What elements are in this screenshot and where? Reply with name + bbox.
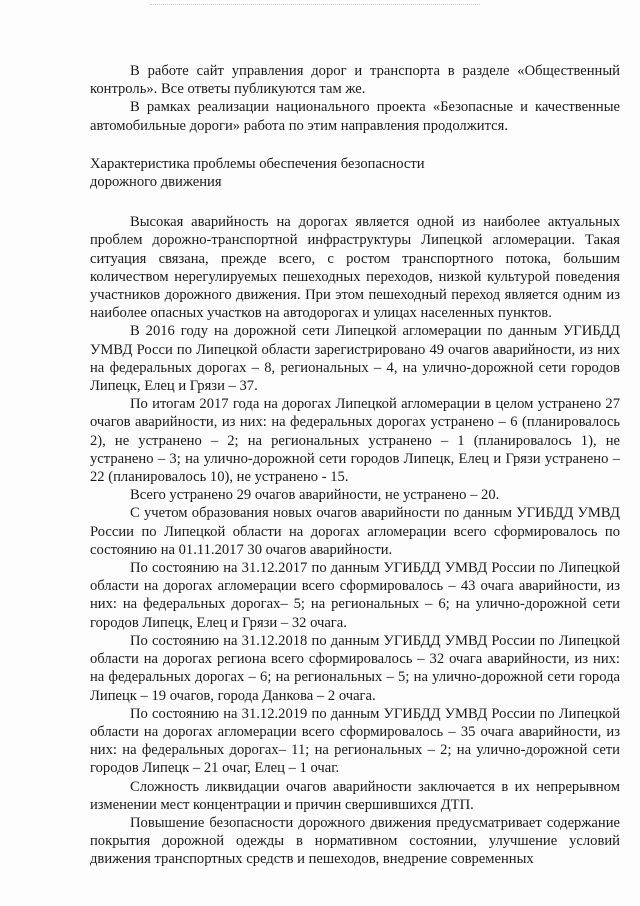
paragraph-total-eliminated: Всего устранено 29 очагов аварийности, не устранено – 20. [130, 487, 500, 504]
paragraph-national-project: В рамках реализации национального проекта «Безопасные и качественные автомобильные дороги» работа по этим направления продолжится. [90, 99, 620, 134]
section-heading-line1: Характеристика проблемы обеспечения безопасности [90, 155, 425, 172]
paragraph-safety-improvement: Повышение безопасности дорожного движения предусматривает содержание покрытия дорожной одежды в нормативном состоянии, улучшение условий движения транспортных средств и пешеходов, внедрение современных [90, 814, 620, 868]
paragraph-public-control: В работе сайт управления дорог и транспорта в разделе «Общественный контроль». Все ответы публикуются там же. [90, 63, 620, 98]
paragraph-status-2018: По состоянию на 31.12.2018 по данным УГИБДД УМВД России по Липецкой области на дорогах региона всего сформировалось – 32 очага аварийности, из них: на федеральных дорогах – 6; на региональных – 5; на улично-дорожной сети города Липецк – 19 очагов, города Данкова – 2 очага. [90, 632, 620, 704]
section-heading [90, 155, 620, 191]
scan-artifact [150, 4, 480, 11]
paragraph-2017-results: По итогам 2017 года на дорогах Липецкой агломерации в целом устранено 27 очагов аварийности, из них: на федеральных дорогах устранено – 6 (планировалось 2), не устранено – 2; на региональных устранено – 1 (планировалось 1), не устранено – 3; на улично-дорожной сети городов Липецк, Елец и Грязи устранено – 22 (планировалось 10), не устранено - 15. [90, 396, 620, 486]
document-body [90, 62, 620, 869]
paragraph-2016-stats: В 2016 году на дорожной сети Липецкой агломерации по данным УГИБДД УМВД Росси по Липецкой области зарегистрировано 49 очагов аварийности, из них на федеральных дорогах – 8, региональных – 4, на улично-дорожной сети городов Липецк, Елец и Грязи – 37. [90, 323, 620, 395]
section-heading-line2: дорожного движения [90, 174, 222, 191]
paragraph-status-2019: По состоянию на 31.12.2019 по данным УГИБДД УМВД России по Липецкой области на дорогах агломерации всего сформировалось – 35 очага аварийности, из них: на федеральных дорогах– 11; на региональных – 2; на улично-дорожной сети городов Липецк – 21 очаг, Елец – 1 очаг. [90, 705, 620, 777]
paragraph-status-2017: По состоянию на 31.12.2017 по данным УГИБДД УМВД России по Липецкой области на дорогах агломерации всего сформировалось – 43 очага аварийности, из них: на федеральных дорогах– 5; на региональных – 6; на улично-дорожной сети городов Липецк, Елец и Грязи – 32 очага. [90, 560, 620, 631]
paragraph-new-hotspots: С учетом образования новых очагов аварийности по данным УГИБДД УМВД России по Липецкой области на дорогах агломерации всего сформировалось по состоянию на 01.11.2017 30 очагов аварийности. [90, 505, 620, 558]
paragraph-high-accident-rate: Высокая аварийность на дорогах является одной из наиболее актуальных проблем дорожно-транспортной инфраструктуры Липецкой агломерации. Такая ситуация связана, прежде всего, с ростом транспортного потока, большим количеством нерегулируемых пешеходных переходов, низкой культурой поведения участников дорожного движения. При этом пешеходный переход является одним из наиболее опасных участков на автодорогах и улицах населенных пунктов. [90, 214, 620, 322]
paragraph-complexity: Сложность ликвидации очагов аварийности заключается в их непрерывном изменении мест концентрации и причин свершившихся ДТП. [90, 778, 620, 813]
